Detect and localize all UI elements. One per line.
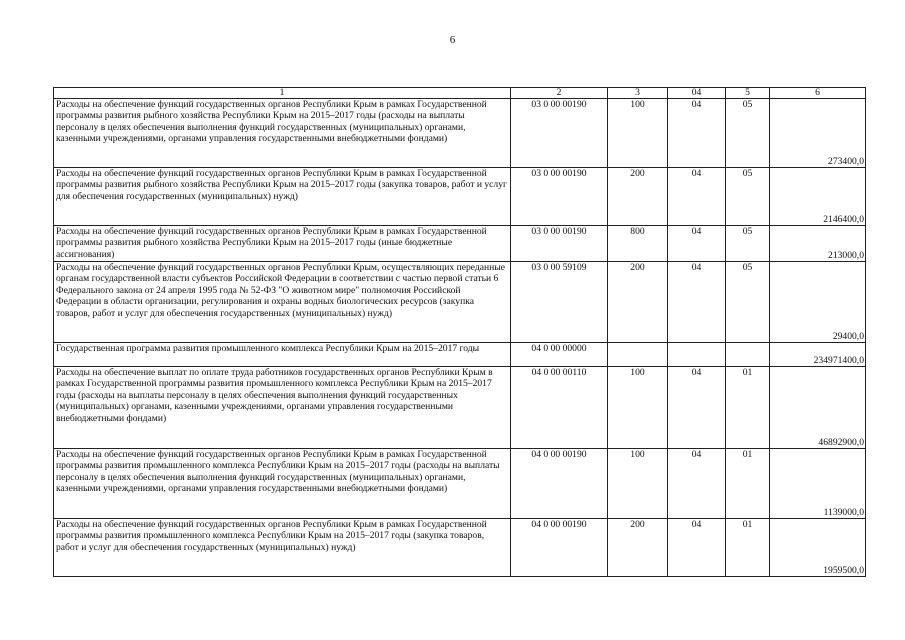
row-code: 03 0 00 00190 xyxy=(511,99,608,168)
row-type: 100 xyxy=(608,367,668,449)
table-row xyxy=(54,262,866,343)
row-code: 04 0 00 00000 xyxy=(511,343,608,367)
table-row xyxy=(54,449,866,519)
budget-table xyxy=(53,87,866,577)
row-section: 04 xyxy=(668,168,726,226)
row-amount: 213000,0 xyxy=(770,226,866,262)
row-type: 100 xyxy=(608,99,668,168)
table-header-row xyxy=(54,88,866,99)
row-section: 04 xyxy=(668,519,726,577)
table-row xyxy=(54,168,866,226)
row-amount: 1139000,0 xyxy=(770,449,866,519)
row-type: 200 xyxy=(608,519,668,577)
row-subsection: 05 xyxy=(726,226,770,262)
row-subsection: 01 xyxy=(726,367,770,449)
row-section: 04 xyxy=(668,226,726,262)
page-number: 6 xyxy=(449,34,456,46)
row-code: 03 0 00 00190 xyxy=(511,168,608,226)
row-type xyxy=(608,343,668,367)
column-header: 5 xyxy=(726,88,770,99)
row-amount: 46892900,0 xyxy=(770,367,866,449)
row-subsection: 05 xyxy=(726,262,770,343)
table-row xyxy=(54,367,866,449)
table-row xyxy=(54,343,866,367)
row-subsection: 01 xyxy=(726,449,770,519)
row-subsection: 05 xyxy=(726,99,770,168)
row-code: 04 0 00 00110 xyxy=(511,367,608,449)
row-code: 03 0 00 00190 xyxy=(511,226,608,262)
row-name: Расходы на обеспечение функций государственных органов Республики Крым, осуществляющих переданные органам государственной власти субъектов Российской Федерации в соответствии с частью первой статьи 6 Федерального закона от 24 апреля 1995 года № 52-ФЗ "О животном мире" полномочия Российской Федерации в области организации, регулирования и охраны водных биологических ресурсов (закупка товаров, работ и услуг для обеспечения государственных (муниципальных) нужд) xyxy=(54,262,511,343)
row-amount: 29400,0 xyxy=(770,262,866,343)
row-section: 04 xyxy=(668,367,726,449)
row-section: 04 xyxy=(668,99,726,168)
column-header: 04 xyxy=(668,88,726,99)
column-header: 1 xyxy=(54,88,511,99)
row-amount: 2146400,0 xyxy=(770,168,866,226)
row-subsection: 01 xyxy=(726,519,770,577)
row-section: 04 xyxy=(668,262,726,343)
row-name: Расходы на обеспечение функций государственных органов Республики Крым в рамках Государственной программы развития промышленного комплекса Республики Крым на 2015–2017 годы (расходы на выплаты персоналу в целях обеспечения выполнения функций государственных (муниципальных) органами, казенными учреждениями, органами управления государственными внебюджетными фондами) xyxy=(54,449,511,519)
column-header: 6 xyxy=(770,88,866,99)
row-subsection: 05 xyxy=(726,168,770,226)
row-name: Государственная программа развития промышленного комплекса Республики Крым на 2015–2017 годы xyxy=(54,343,511,367)
row-name: Расходы на обеспечение функций государственных органов Республики Крым в рамках Государственной программы развития промышленного комплекса Республики Крым на 2015–2017 годы (закупка товаров, работ и услуг для обеспечения государственных (муниципальных) нужд) xyxy=(54,519,511,577)
row-code: 04 0 00 00190 xyxy=(511,519,608,577)
row-type: 200 xyxy=(608,168,668,226)
row-name: Расходы на обеспечение функций государственных органов Республики Крым в рамках Государственной программы развития рыбного хозяйства Республики Крым на 2015–2017 годы (иные бюджетные ассигнования) xyxy=(54,226,511,262)
row-section: 04 xyxy=(668,449,726,519)
row-name: Расходы на обеспечение функций государственных органов Республики Крым в рамках Государственной программы развития рыбного хозяйства Республики Крым на 2015–2017 годы (расходы на выплаты персоналу в целях обеспечения выполнения функций государственных (муниципальных) органами, казенными учреждениями, органами управления государственными внебюджетными фондами) xyxy=(54,99,511,168)
row-amount: 273400,0 xyxy=(770,99,866,168)
row-type: 100 xyxy=(608,449,668,519)
table-row xyxy=(54,519,866,577)
row-name: Расходы на обеспечение выплат по оплате труда работников государственных органов Республики Крым в рамках Государственной программы развития промышленного комплекса Республики Крым на 2015–2017 годы (расходы на выплаты персоналу в целях обеспечения выполнения функций государственных (муниципальных) органами, казенными учреждениями, органами управления государственными внебюджетными фондами) xyxy=(54,367,511,449)
row-amount: 1959500,0 xyxy=(770,519,866,577)
column-header: 3 xyxy=(608,88,668,99)
row-code: 04 0 00 00190 xyxy=(511,449,608,519)
row-subsection xyxy=(726,343,770,367)
row-name: Расходы на обеспечение функций государственных органов Республики Крым в рамках Государственной программы развития рыбного хозяйства Республики Крым на 2015–2017 годы (закупка товаров, работ и услуг для обеспечения государственных (муниципальных) нужд) xyxy=(54,168,511,226)
row-amount: 234971400,0 xyxy=(770,343,866,367)
row-section xyxy=(668,343,726,367)
table-row xyxy=(54,99,866,168)
row-type: 200 xyxy=(608,262,668,343)
column-header: 2 xyxy=(511,88,608,99)
row-code: 03 0 00 59109 xyxy=(511,262,608,343)
table-row xyxy=(54,226,866,262)
row-type: 800 xyxy=(608,226,668,262)
